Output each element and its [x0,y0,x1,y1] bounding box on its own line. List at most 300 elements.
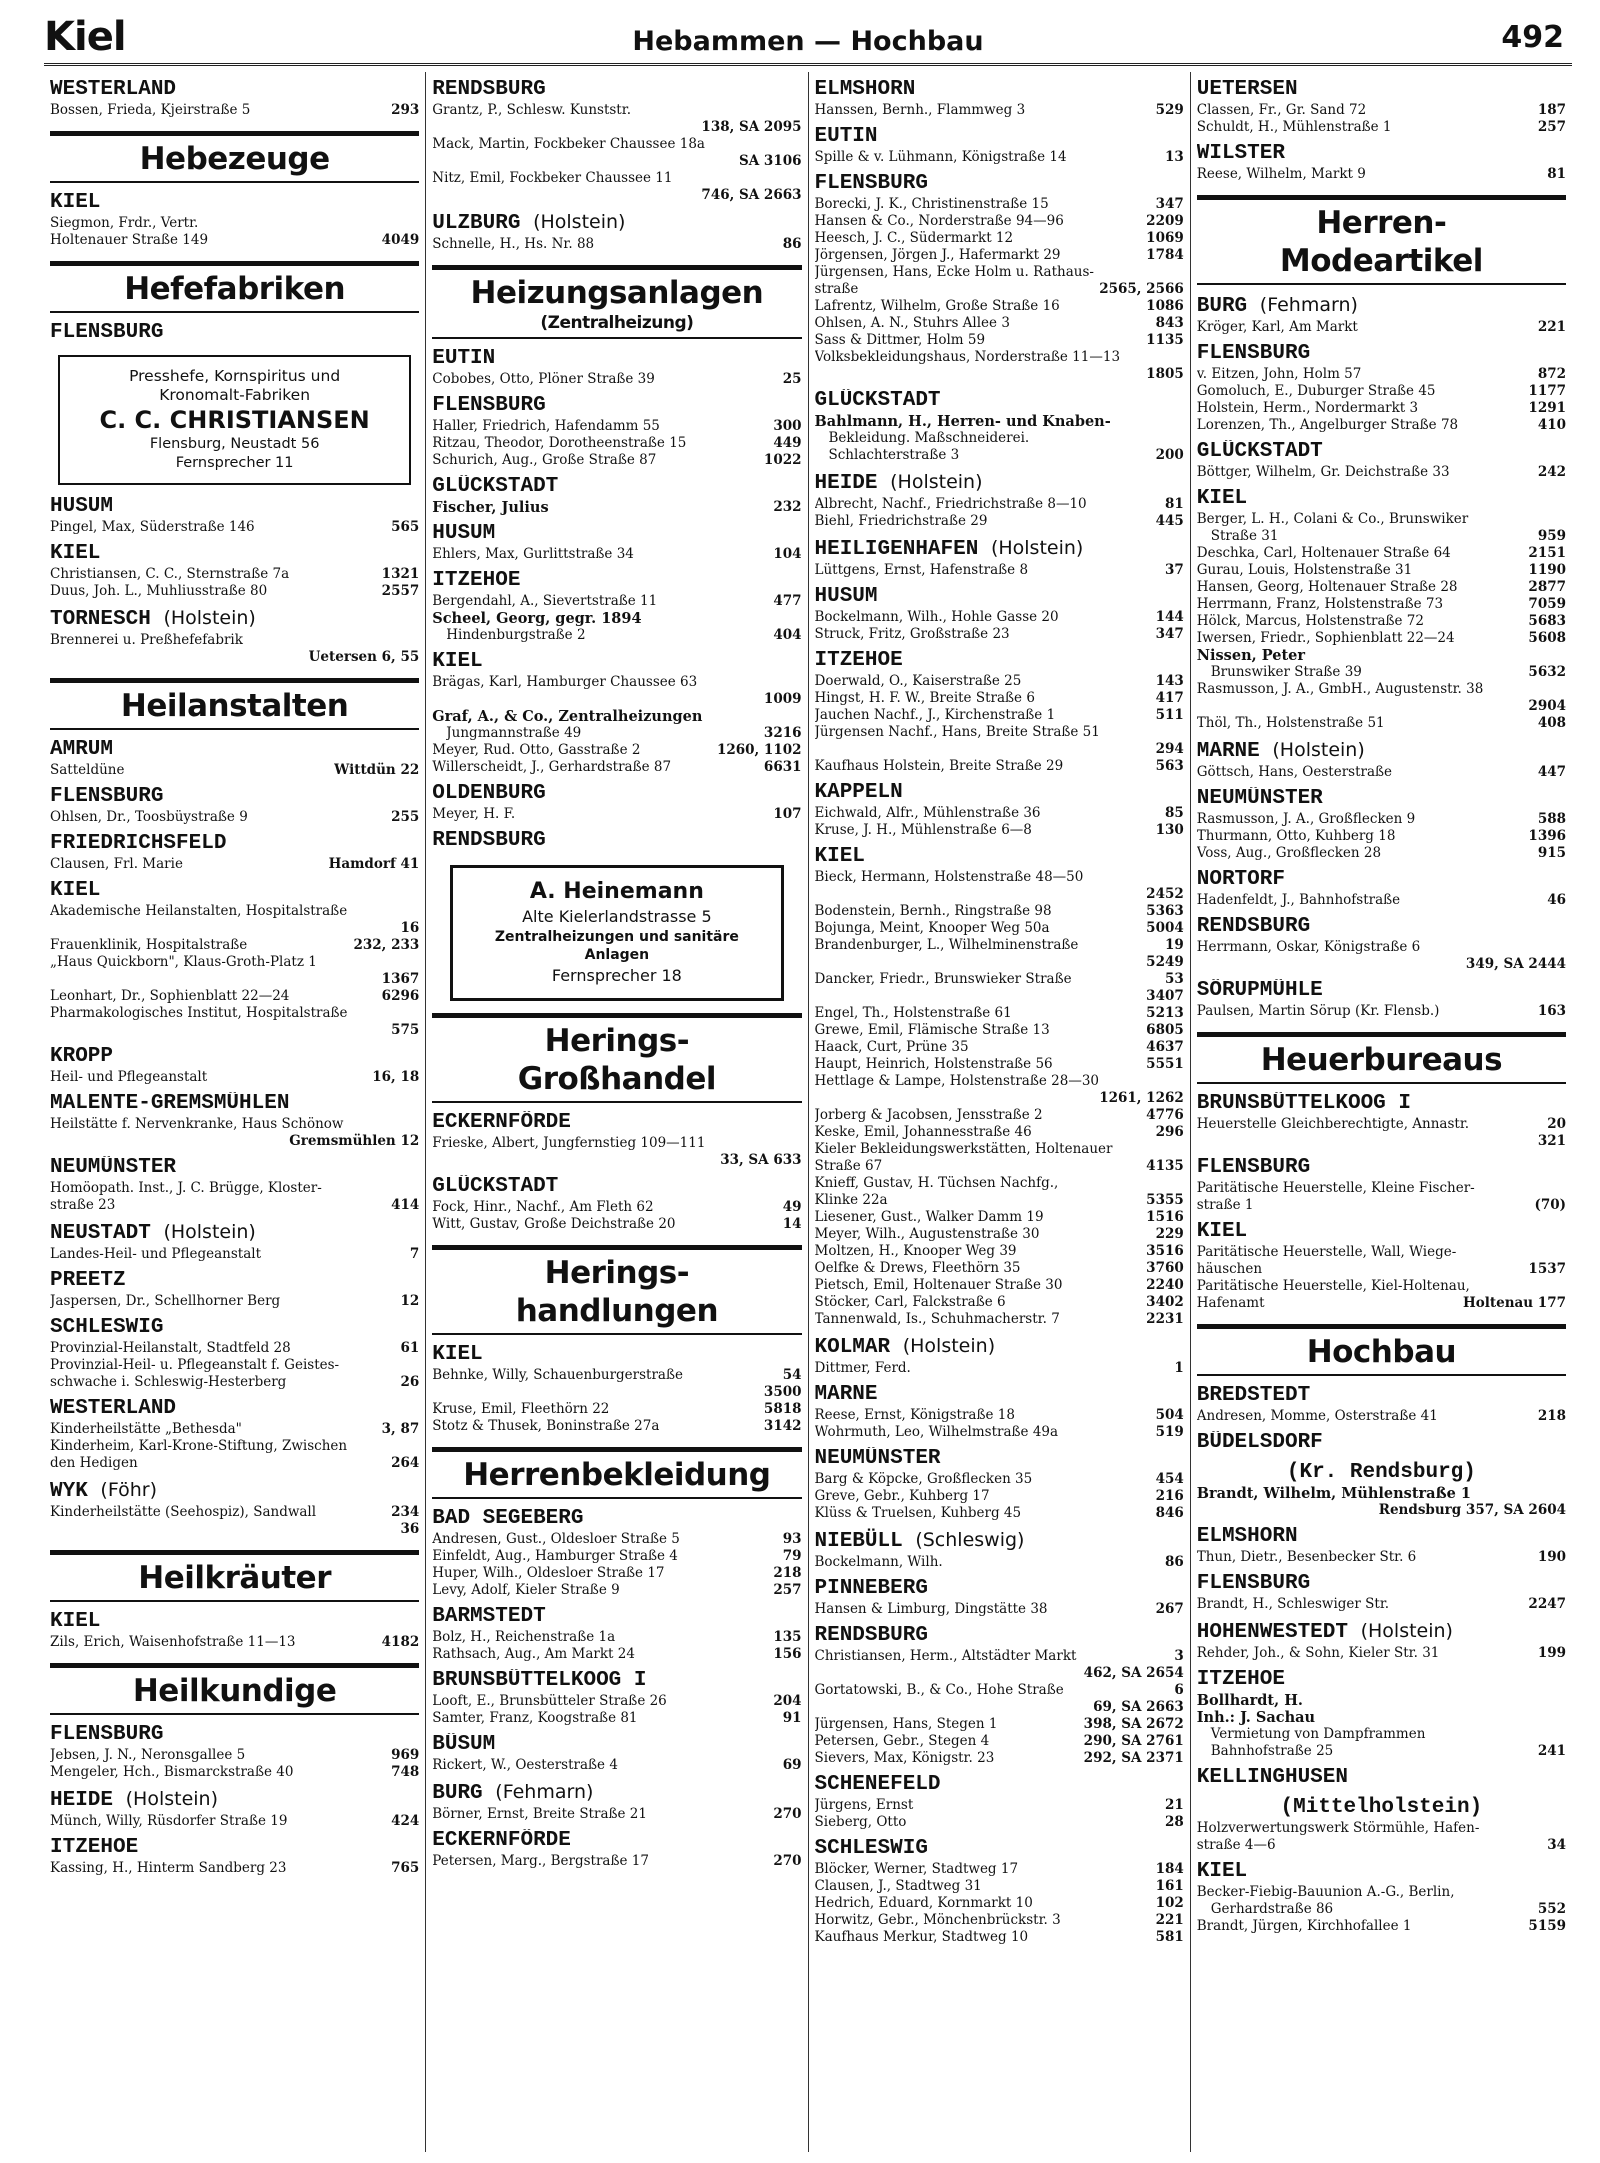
listing-name: Brandt, Jürgen, Kirchhofallee 1 [1196,1918,1412,1934]
city-name: BRUNSBÜTTELKOOG I [1196,1092,1411,1115]
listing-entry [1197,1596,1566,1613]
listing-name: Thun, Dietr., Besenbecker Str. 6 [1196,1549,1417,1565]
phone-number: Hamdorf 41 [328,856,420,872]
listing-entry [815,1022,1184,1039]
category-subtitle: (Zentralheizung) [540,313,694,333]
listing-name: Rasmusson, J. A., Großflecken 9 [1196,811,1416,827]
phone-number: 28 [1164,1814,1184,1830]
phone-number: 5818 [763,1401,802,1417]
city-heading [432,1111,801,1135]
phone-number: 5683 [1528,613,1566,629]
phone-number: 519 [1155,1424,1184,1440]
listing-name: Albrecht, Nachf., Friedrichstraße 8—10 [814,496,1087,512]
city-name: ELMSHORN [1196,1525,1298,1548]
listing-entry [815,332,1184,349]
listing-entry [432,1199,801,1216]
phone-number: 3760 [1146,1260,1184,1276]
city-heading [50,1610,419,1634]
category-title-line: Herrenbekleidung [463,1457,771,1493]
listing-entry [432,627,801,644]
listing-entry [815,298,1184,315]
listing-name: Dittmer, Ferd. [814,1360,911,1376]
listing-entry [815,1929,1184,1946]
listing-name: Holstein, Herm., Nordermarkt 3 [1196,400,1419,416]
listing-entry [50,1747,419,1764]
phone-number-continued: 2452 [1146,886,1184,902]
phone-number: 5159 [1528,1918,1566,1934]
listing-name: v. Eitzen, John, Holm 57 [1196,366,1362,382]
phone-number: 3402 [1146,1294,1184,1310]
city-name: BAD SEGEBERG [432,1507,584,1530]
category-heading [50,1663,419,1715]
phone-number: 454 [1155,1471,1184,1487]
listing-entry [815,1912,1184,1929]
phone-number: 232, 233 [353,937,420,953]
listing-name: Oelfke & Drews, Fleethörn 35 [814,1260,1021,1276]
listing-name: Reese, Wilhelm, Markt 9 [1196,166,1366,182]
city-name: KELLINGHUSEN [1196,1766,1348,1789]
phone-number: 234 [391,1504,420,1520]
listing-entry [432,1418,801,1435]
listing-name: Brunswiker Straße 39 [1210,664,1362,680]
phone-number: 1 [1174,1360,1184,1376]
phone-number-continued: 575 [391,1022,420,1038]
city-qualifier: (Holstein) [125,1788,218,1810]
listing-entry [815,937,1184,954]
listing-name-bold: Inh.: J. Sachau [1196,1709,1316,1726]
listing-name: Clausen, Frl. Marie [50,856,183,872]
listing-name: Brandenburger, L., Wilhelminenstraße [814,937,1079,953]
category-heading [50,678,419,730]
listing-entry [1197,166,1566,183]
listing-entry [50,1374,419,1391]
phone-number: 4776 [1146,1107,1184,1123]
phone-number-continued: 3500 [763,1384,802,1400]
category-heading [1197,195,1566,285]
listing-entry [815,971,1184,988]
listing-entry [432,371,801,388]
listing-entry [50,232,419,249]
listing-name: Mengeler, Hch., Bismarckstraße 40 [50,1764,294,1780]
city-qualifier: (Holstein) [890,471,983,493]
phone-number: 6805 [1146,1022,1184,1038]
listing-entry [432,1531,801,1548]
listing-name: Rathsach, Aug., Am Markt 24 [432,1646,635,1662]
city-heading [1197,1525,1566,1549]
city-name: ITZEHOE [50,1836,139,1859]
city-name: BREDSTEDT [1196,1384,1311,1407]
listing-name: Kruse, Emil, Fleethörn 22 [432,1401,610,1417]
listing-name: Wohrmuth, Leo, Wilhelmstraße 49a [814,1424,1059,1440]
listing-name: Hafenamt [1196,1295,1265,1311]
phone-number: 765 [391,1860,420,1876]
phone-number [799,674,802,691]
listing-entry [815,869,1184,886]
directory-columns [44,72,1572,2152]
listing-name: Bockelmann, Wilh., Hohle Gasse 20 [814,609,1059,625]
city-heading [815,172,1184,196]
phone-number: 2565, 2566 [1099,281,1184,297]
ad-address: Alte Kielerlandstrasse 5 [522,907,712,926]
city-name: KIEL [1196,1860,1248,1883]
city-name: KIEL [1196,1220,1248,1243]
city-heading [815,1624,1184,1648]
listing-name: Frieske, Albert, Jungfernstieg 109—111 [432,1135,706,1151]
listing-name: Herrmann, Oskar, Königstraße 6 [1196,939,1421,955]
city-name: WILSTER [1196,142,1285,165]
listing-entry [50,762,419,779]
listing-entry [432,1806,801,1823]
listing-name: Schuldt, H., Mühlenstraße 1 [1196,119,1392,135]
city-heading [1197,78,1566,102]
city-name: ELMSHORN [814,78,916,101]
phone-number: 2209 [1146,213,1184,229]
listing-name: Samter, Franz, Koogstraße 81 [432,1710,638,1726]
listing-entry [815,1226,1184,1243]
phone-number: 565 [391,519,420,535]
city-name: BARMSTEDT [432,1605,546,1628]
listing-entry [815,1407,1184,1424]
listing-name: Sieberg, Otto [814,1814,907,1830]
listing-entry [815,1750,1184,1767]
listing-name: straße [814,281,859,297]
listing-entry [432,708,801,725]
city-qualifier: (Fehmarn) [495,1781,594,1803]
listing-name: den Hedigen [50,1455,138,1471]
listing-name: Reese, Ernst, Königstraße 18 [814,1407,1015,1423]
listing-name: Cobobes, Otto, Plöner Straße 39 [432,371,655,387]
phone-number: 748 [391,1764,420,1780]
listing-name: Herrmann, Franz, Holstenstraße 73 [1196,596,1444,612]
city-heading [815,470,1184,496]
phone-number: 190 [1537,1549,1566,1565]
city-name: RENDSBURG [814,1624,928,1647]
listing-name: Knieff, Gustav, H. Tüchsen Nachfg., [814,1175,1059,1191]
listing-entry [432,725,801,742]
phone-number: 61 [400,1340,420,1356]
city-qualifier: (Holstein) [163,607,256,629]
city-name: HUSUM [814,585,878,608]
listing-entry [432,435,801,452]
phone-number: 91 [782,1710,802,1726]
listing-entry [1197,764,1566,781]
listing-entry [1197,545,1566,562]
city-name: FLENSBURG [432,394,546,417]
ad-tagline: Anlagen [584,947,650,963]
listing-name: Lafrentz, Wilhelm, Große Straße 16 [814,298,1060,314]
listing-name: Iwersen, Friedr., Sophienblatt 22—24 [1196,630,1455,646]
category-title-line: Heizungsanlagen [470,275,764,311]
listing-entry [1197,1549,1566,1566]
listing-name: Heesch, J. C., Südermarkt 12 [814,230,1014,246]
phone-number: 46 [1547,892,1566,908]
listing-entry [432,418,801,435]
listing-entry [1197,1918,1566,1935]
listing-entry [1197,630,1566,647]
phone-number: 4182 [381,1634,420,1650]
phone-number: 86 [1164,1554,1184,1570]
category-title-line: Großhandel [517,1061,716,1097]
listing-name: Ritzau, Theodor, Dorotheenstraße 15 [432,435,687,451]
city-heading [815,1837,1184,1861]
listing-entry [1197,1261,1566,1278]
phone-number: 2247 [1528,1596,1566,1612]
listing-name: Petersen, Marg., Bergstraße 17 [432,1853,649,1869]
listing-entry [815,1209,1184,1226]
listing-name: Jaspersen, Dr., Schellhorner Berg [50,1293,281,1309]
listing-name: Blöcker, Werner, Stadtweg 17 [814,1861,1019,1877]
city-name: NEUMÜNSTER [814,1447,941,1470]
phone-number: Wittdün 22 [334,762,420,778]
listing-name: Graf, A., & Co., Zentralheizungen [432,708,703,725]
listing-entry [815,1107,1184,1124]
phone-number-continued: Rendsburg 357, SA 2604 [1378,1502,1566,1518]
phone-number: 255 [391,809,420,825]
listing-name: Classen, Fr., Gr. Sand 72 [1196,102,1367,118]
listing-name: Böttger, Wilhelm, Gr. Deichstraße 33 [1196,464,1450,480]
city-heading [815,1577,1184,1601]
listing-name: Schlachterstraße 3 [828,447,960,463]
city-name: AMRUM [50,738,114,761]
listing-name: Meyer, Wilh., Augustenstraße 30 [814,1226,1040,1242]
category-heading [432,1245,801,1335]
listing-entry [815,1814,1184,1831]
city-name: BURG [1196,295,1248,318]
listing-name: Bahnhofstraße 25 [1210,1743,1334,1759]
city-name: ECKERNFÖRDE [432,1829,571,1852]
listing-name: Fischer, Julius [432,499,549,516]
city-heading [432,210,801,236]
phone-number [799,1135,802,1152]
listing-name: Haupt, Heinrich, Holstenstraße 56 [814,1056,1053,1072]
phone-number: 5551 [1146,1056,1184,1072]
listing-name: Greve, Gebr., Kuhberg 17 [814,1488,990,1504]
phone-number: 53 [1164,971,1184,987]
listing-entry [815,1311,1184,1328]
phone-number: 477 [773,593,802,609]
phone-number [799,708,802,725]
city-name: KOLMAR [814,1336,891,1359]
phone-number: 79 [782,1548,802,1564]
listing-name: Pingel, Max, Süderstraße 146 [50,519,255,535]
listing-line: Bekleidung. Maßschneiderei. [828,430,1030,446]
listing-name: Jürgens, Ernst [814,1797,914,1813]
listing-name: Kinderheilstätte „Bethesda" [50,1421,242,1437]
phone-number-continued: 138, SA 2095 [701,119,802,135]
phone-number-continued: Uetersen 6, 55 [308,649,420,665]
phone-number: 130 [1155,822,1184,838]
listing-name: Jürgensen Nachf., Hans, Breite Straße 51 [814,724,1100,740]
listing-entry [432,1646,801,1663]
listing-name: Thurmann, Otto, Kuhberg 18 [1196,828,1396,844]
phone-number: 588 [1537,811,1566,827]
listing-name: Kaufhaus Merkur, Stadtweg 10 [814,1929,1029,1945]
listing-name: Lorenzen, Th., Angelburger Straße 78 [1196,417,1459,433]
listing-name: Brägas, Karl, Hamburger Chaussee 63 [432,674,698,690]
phone-number: 398, SA 2672 [1083,1716,1184,1732]
listing-name: Engel, Th., Holstenstraße 61 [814,1005,1012,1021]
listing-line: Kinderheim, Karl-Krone-Stiftung, Zwischen [50,1438,348,1454]
listing-entry [815,1277,1184,1294]
phone-number: Holtenau 177 [1463,1295,1566,1311]
listing-name: Hansen & Limburg, Dingstätte 38 [814,1601,1048,1617]
listing-name: Straße 67 [814,1158,883,1174]
city-heading [50,1269,419,1293]
phone-number-continued: 462, SA 2654 [1083,1665,1184,1681]
city-heading [1197,1668,1566,1692]
phone-number: 529 [1155,102,1184,118]
phone-number: 49 [782,1199,802,1215]
listing-name: Hansen & Co., Norderstraße 94—96 [814,213,1064,229]
phone-number: 34 [1547,1837,1566,1853]
category-title-line: Modeartikel [1279,243,1483,279]
listing-entry [50,856,419,873]
listing-name: Haller, Friedrich, Hafendamm 55 [432,418,660,434]
phone-number: 3516 [1146,1243,1184,1259]
phone-number: 293 [391,102,420,118]
listing-line: Provinzial-Heil- u. Pflegeanstalt f. Geistes- [50,1357,340,1373]
phone-number: 1069 [1146,230,1184,246]
city-name: NIEBÜLL [814,1530,903,1553]
listing-line: Homöopath. Inst., J. C. Brügge, Kloster- [50,1180,322,1196]
listing-name: straße 23 [50,1197,116,1213]
listing-entry [50,809,419,826]
listing-entry [432,742,801,759]
city-name: FLENSBURG [814,172,928,195]
listing-entry [1197,1197,1566,1214]
column-3 [809,72,1191,2152]
phone-number: 161 [1155,1878,1184,1894]
city-name: BÜDELSDORF [1196,1431,1323,1454]
listing-name: schwache i. Schleswig-Hesterberg [50,1374,287,1390]
listing-name: Willerscheidt, J., Gerhardstraße 87 [432,759,672,775]
listing-entry [815,149,1184,166]
listing-entry [50,1421,419,1438]
listing-entry [815,1861,1184,1878]
listing-entry [432,1367,801,1384]
phone-number: 1396 [1528,828,1566,844]
phone-number: 6296 [381,988,420,1004]
listing-entry [815,1797,1184,1814]
ad-company-name: C. C. CHRISTIANSEN [99,406,370,434]
city-name: EUTIN [814,125,878,148]
city-name: KIEL [432,650,483,673]
city-heading [1197,142,1566,166]
city-qualifier: (Holstein) [1272,739,1365,761]
listing-name: Keske, Emil, Johannesstraße 46 [814,1124,1032,1140]
listing-name: Sievers, Max, Königstr. 23 [814,1750,995,1766]
phone-number: 1784 [1146,247,1184,263]
phone-number: 5632 [1528,664,1566,680]
city-heading [432,1605,801,1629]
listing-name: Landes-Heil- und Pflegeanstalt [50,1246,261,1262]
listing-name: Straße 31 [1210,528,1279,544]
phone-number: 7059 [1528,596,1566,612]
listing-entry [50,1197,419,1214]
phone-number: 447 [1537,764,1566,780]
listing-name: Petersen, Gebr., Stegen 4 [814,1733,990,1749]
listing-name: Stöcker, Carl, Falckstraße 6 [814,1294,1006,1310]
city-heading [815,781,1184,805]
phone-number: 414 [391,1197,420,1213]
listing-entry [815,822,1184,839]
listing-entry [432,1135,801,1152]
listing-entry [815,673,1184,690]
page-number: 492 [1501,20,1564,55]
listing-entry [50,1504,419,1521]
city-heading [1197,1766,1566,1790]
listing-entry [1197,366,1566,383]
listing-entry [815,1424,1184,1441]
listing-name: Gurau, Louis, Holstenstraße 31 [1196,562,1413,578]
city-name: NORTORF [1196,868,1285,891]
city-heading [50,495,419,519]
listing-entry [815,1124,1184,1141]
listing-name: Ohlsen, Dr., Toosbüystraße 9 [50,809,248,825]
phone-number: 6631 [763,759,802,775]
city-name: NEUMÜNSTER [50,1156,177,1179]
category-title-line: Hefefabriken [124,271,346,307]
phone-number [1181,724,1184,741]
listing-entry [815,1505,1184,1522]
city-heading [50,542,419,566]
phone-number: 581 [1155,1929,1184,1945]
phone-number: 1516 [1146,1209,1184,1225]
phone-number: 187 [1537,102,1566,118]
header-section-range: Hebammen — Hochbau [632,26,984,57]
listing-entry [815,562,1184,579]
listing-entry [50,583,419,600]
phone-number: 257 [1537,119,1566,135]
listing-name: Schnelle, H., Hs. Nr. 88 [432,236,595,252]
listing-entry [1197,528,1566,545]
phone-number: 200 [1155,447,1184,463]
city-name: HOHENWESTEDT [1196,1621,1348,1644]
phone-number: 267 [1155,1601,1184,1617]
phone-number: 872 [1537,366,1566,382]
listing-entry [432,236,801,253]
listing-line: Brennerei u. Preßhefefabrik [50,632,243,648]
city-heading [50,879,419,903]
phone-number: 5355 [1146,1192,1184,1208]
listing-name: Voss, Aug., Großflecken 28 [1196,845,1382,861]
ad-tagline: Zentralheizungen und sanitäre [494,929,739,945]
city-name: RENDSBURG [1196,915,1311,938]
listing-line: Vermietung von Dampframmen [1210,1726,1426,1742]
listing-entry [432,546,801,563]
listing-name: Kinderheilstätte (Seehospiz), Sandwall [50,1504,317,1520]
phone-number: 511 [1155,707,1184,723]
listing-entry [815,805,1184,822]
city-heading [50,1836,419,1860]
listing-name: Bockelmann, Wilh. [814,1554,943,1570]
city-heading [1197,1156,1566,1180]
listing-entry [1197,1116,1566,1133]
listing-entry [815,1716,1184,1733]
listing-name: Hingst, H. F. W., Breite Straße 6 [814,690,1035,706]
city-qualifier: (Schleswig) [915,1529,1025,1551]
city-heading [50,1316,419,1340]
ad-tagline: Presshefe, Kornspiritus und [129,367,341,385]
listing-name: Stotz & Thusek, Boninstraße 27a [432,1418,660,1434]
listing-entry [815,281,1184,298]
phone-number: 347 [1155,196,1184,212]
city-name: HUSUM [50,495,114,518]
city-heading [50,1092,419,1116]
listing-name: Jebsen, J. N., Neronsgallee 5 [50,1747,246,1763]
listing-name: Zils, Erich, Waisenhofstraße 11—13 [50,1634,296,1650]
listing-name: Hindenburgstraße 2 [446,627,586,643]
